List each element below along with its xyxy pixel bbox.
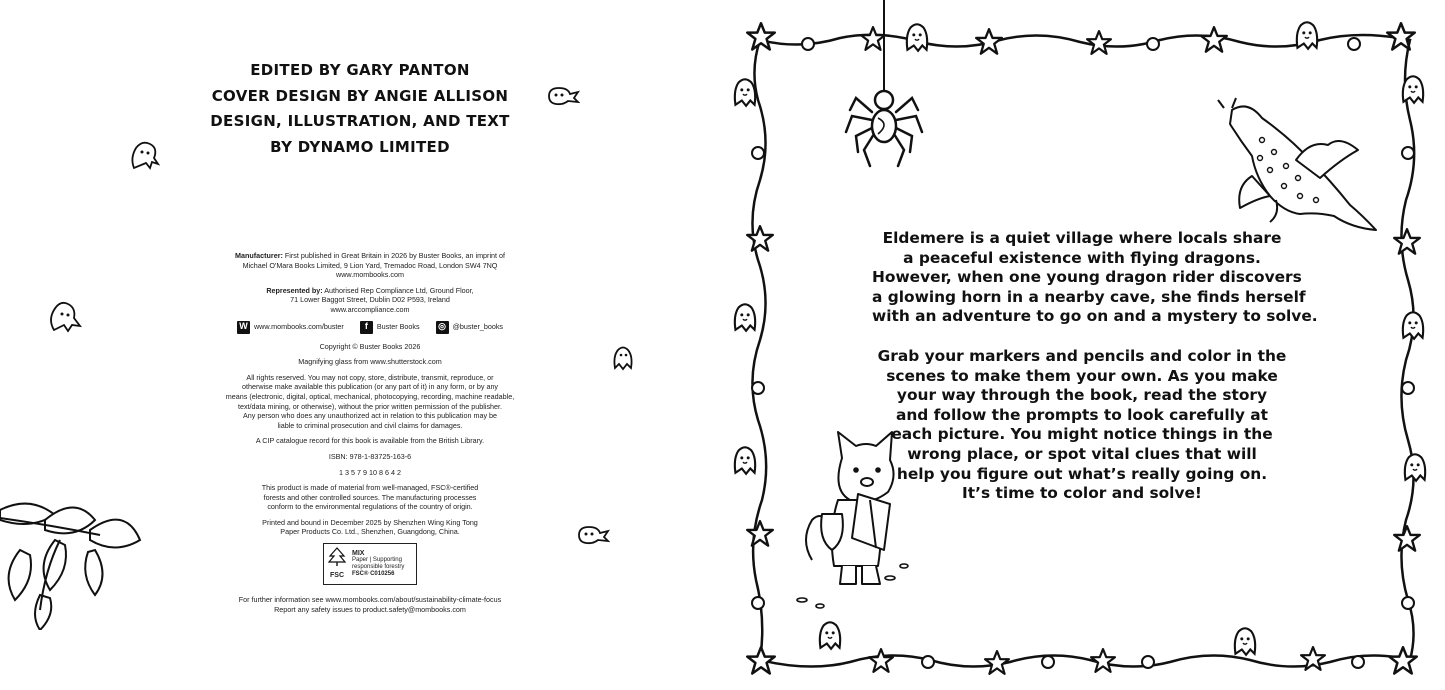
representative-info: Represented by: Authorised Rep Compliance Ltd, Ground Floor, 71 Lower Baggot Street, Dublin D02 P593, Ireland www.arccompliance.com (266, 285, 474, 314)
credit-line: EDITED BY GARY PANTON (250, 61, 470, 79)
fsc-badge: FSC MIX Paper | Supporting responsible forestry FSC® C010256 (323, 543, 417, 585)
cip-notice: A CIP catalogue record for this book is available from the British Library. (255, 436, 485, 446)
story-line: Eldemere is a quiet village where locals share (882, 229, 1282, 247)
credit-line: COVER DESIGN BY ANGIE ALLISON (211, 86, 509, 105)
story-line: scenes to make them your own. As you make (886, 366, 1278, 385)
facebook-icon: f (360, 321, 373, 334)
fsc-tree-icon: FSC (326, 547, 348, 580)
story-paragraph-2 (872, 347, 1292, 504)
story-line: wrong place, or spot vital clues that will (907, 444, 1257, 463)
product-notice: This product is made of material from well-managed, FSC®-certified forests and other controlled sources. The manufacturing processes conform to the environmental regulations of the country of origin. (261, 483, 479, 512)
story-line: and follow the prompts to look carefully at (895, 405, 1269, 424)
story-line: with an adventure to go on and a mystery to solve. (872, 307, 1318, 326)
credit-line: DESIGN, ILLUSTRATION, AND TEXT (210, 112, 510, 130)
spider-icon (846, 0, 922, 166)
story-line: a glowing horn in a nearby cave, she finds herself (872, 287, 1306, 306)
story-intro (872, 229, 1318, 524)
rights-notice: All rights reserved. You may not copy, store, distribute, transmit, reproduce, or otherwise make available this publication (or any part of it) in any form, or by any means (electronic, digital, optical, mechanical, photocopying, recording, machine readable, text/data mining, or otherwise), without the prior written permission of the publisher. Any person who does any unauthorized act in relation to this publication may be liable to criminal prosecution and civil claims for damages. (225, 372, 515, 430)
printing-line: 1 3 5 7 9 10 8 6 4 2 (339, 467, 401, 477)
social-web: W www.mombooks.com/buster (237, 321, 344, 334)
credit-line: BY DYNAMO LIMITED (270, 137, 450, 156)
story-line: Grab your markers and pencils and color in the (877, 346, 1287, 365)
manufacturer-info: Manufacturer: First published in Great Britain in 2026 by Buster Books, an imprint of Michael O'Mara Books Limited, 9 Lion Yard, Tremadoc Road, London SW4 7NQ www.mombooks.com (234, 251, 506, 280)
story-line: It’s time to color and solve! (962, 484, 1202, 503)
story-line: your way through the book, read the story (896, 386, 1268, 405)
printed-notice: Printed and bound in December 2025 by Shenzhen Wing King Tong Paper Products Co. Ltd., Shenzhen, Guangdong, China. (262, 517, 478, 537)
image-credit: Magnifying glass from www.shutterstock.com (298, 357, 442, 367)
further-info: For further information see www.mombooks.com/about/sustainability-climate-focus Report any safety issues to product.safety@mombooks.com (238, 595, 502, 614)
social-facebook: f Buster Books (360, 321, 420, 334)
w-logo-icon: W (237, 321, 250, 334)
social-instagram: ◎ @buster_books (436, 321, 503, 334)
story-paragraph-1 (872, 229, 1318, 327)
story-line: However, when one young dragon rider discovers (872, 268, 1302, 287)
instagram-icon: ◎ (436, 321, 449, 334)
story-line: each picture. You might notice things in the (891, 425, 1273, 444)
story-line: a peaceful existence with flying dragons. (903, 248, 1261, 267)
isbn: ISBN: 978-1-83725-163-6 (328, 451, 412, 461)
story-line: help you figure out what’s really going on. (896, 464, 1268, 483)
copyright: Copyright © Buster Books 2026 (319, 341, 421, 351)
dragon-illustration (1218, 98, 1376, 230)
